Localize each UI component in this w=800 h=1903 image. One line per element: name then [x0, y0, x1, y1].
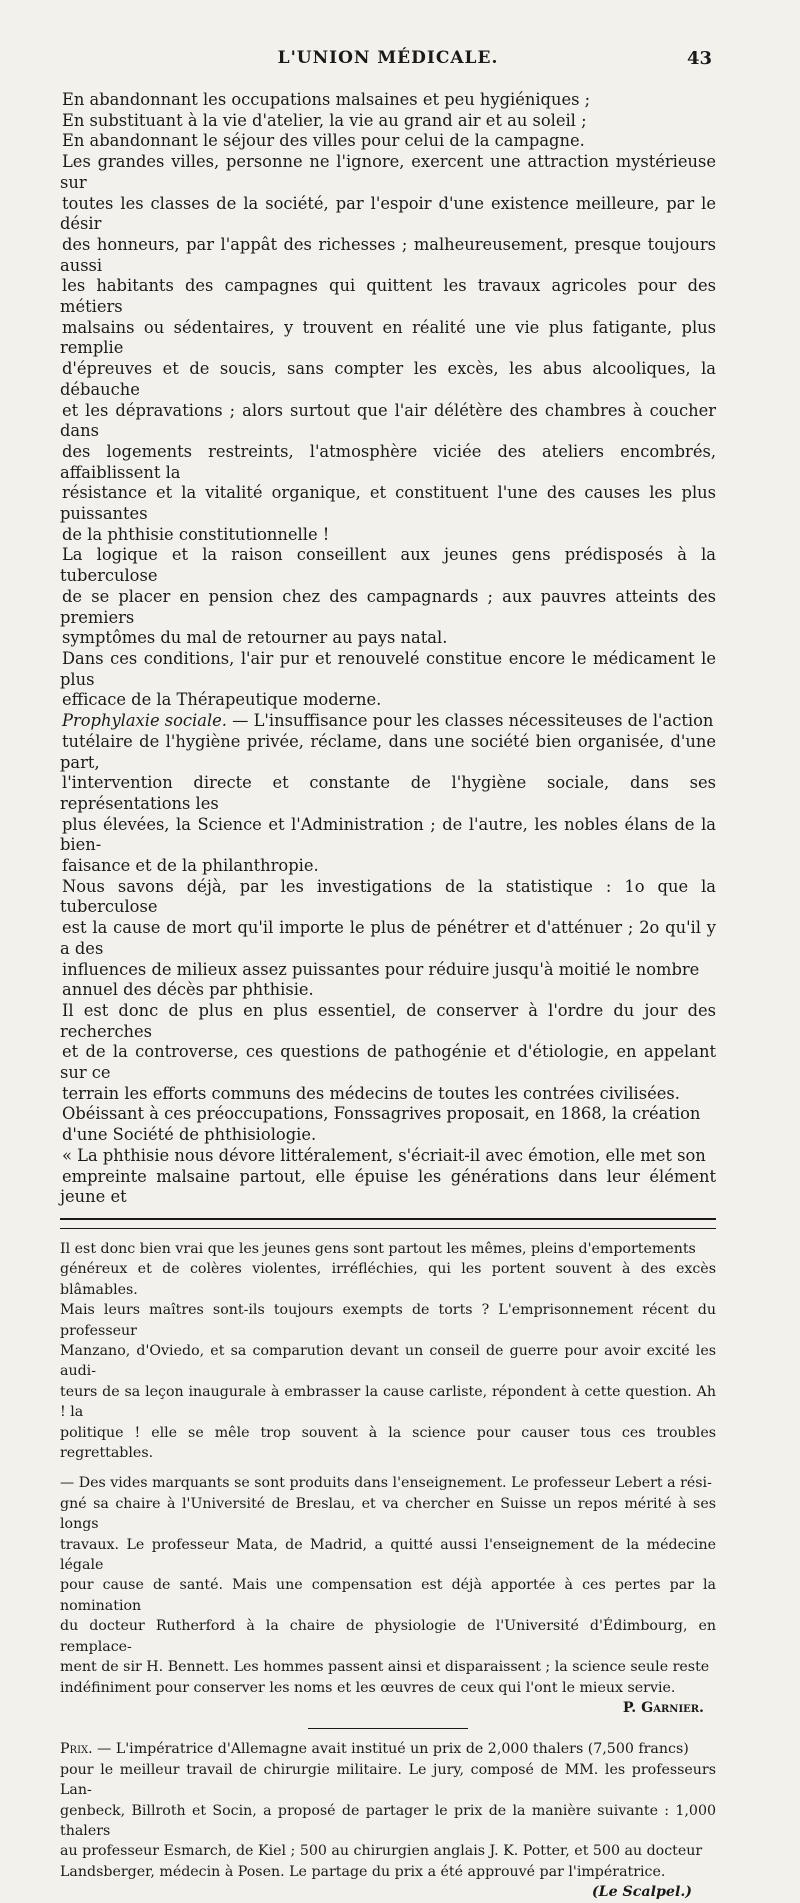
text-line: Obéissant à ces préoccupations, Fonssagrives proposait, en 1868, la création: [62, 1104, 701, 1124]
chronicle-notes: [60, 1239, 716, 1903]
body-paragraph: [60, 1001, 716, 1105]
text-line: d'une Société de phthisiologie.: [62, 1125, 317, 1145]
text-line: l'intervention directe et constante de l'hygiène sociale, dans ses représentations les: [60, 773, 716, 813]
note-line: Mais leurs maîtres sont-ils toujours exempts de torts ? L'emprisonnement récent du professeur: [60, 1302, 716, 1339]
text-line: des logements restreints, l'atmosphère viciée des ateliers encombrés, affaiblissent la: [60, 441, 716, 482]
text-line: et les dépravations ; alors surtout que l'air délétère des chambres à coucher dans: [60, 400, 716, 441]
text-line: Nous savons déjà, par les investigations de la statistique : 1o que la tuberculose: [60, 876, 716, 917]
text-line: et de la controverse, ces questions de pathogénie et d'étiologie, en appelant sur ce: [60, 1042, 716, 1083]
text-line: d'épreuves et de soucis, sans compter les excès, les abus alcooliques, la débauche: [60, 359, 716, 399]
text-line: annuel des décès par phthisie.: [62, 980, 314, 1000]
text-line: est la cause de mort qu'il importe le plus de pénétrer et d'atténuer ; 2o qu'il y a des: [60, 918, 716, 958]
text-line: En substituant à la vie d'atelier, la vie au grand air et au soleil ;: [62, 110, 587, 130]
text-line: des honneurs, par l'appât des richesses ; malheureusement, presque toujours aussi: [60, 234, 716, 275]
running-head: [60, 40, 716, 76]
body-paragraph: [60, 711, 716, 877]
body-paragraph: [60, 877, 716, 1001]
text-line: La logique et la raison conseillent aux jeunes gens prédisposés à la tuberculose: [60, 545, 716, 586]
note-paragraph-1: [60, 1239, 716, 1463]
text-line: les habitants des campagnes qui quittent les travaux agricoles pour des métiers: [60, 276, 716, 317]
text-line: toutes les classes de la société, par l'espoir d'une existence meilleure, par le désir: [60, 193, 716, 234]
text-line: Dans ces conditions, l'air pur et renouvelé constitue encore le médicament le plus: [60, 648, 716, 689]
short-divider: [308, 1728, 468, 1729]
journal-title: L'UNION MÉDICALE.: [277, 48, 499, 68]
prix-label: Prix.: [60, 1741, 93, 1758]
text-line: plus élevées, la Science et l'Administration ; de l'autre, les nobles élans de la bien-: [60, 814, 716, 855]
text-line: terrain les efforts communs des médecins de toutes les contrées civilisées.: [62, 1083, 680, 1103]
prix-line: genbeck, Billroth et Socin, a proposé de partager le prix de la manière suivante : 1,000 thalers: [60, 1802, 716, 1839]
note-paragraph-2: [60, 1473, 716, 1697]
note-line: gné sa chaire à l'Université de Breslau, et va chercher en Suisse un repos mérité à ses longs: [60, 1495, 716, 1533]
footnote-separator-rule: [60, 1218, 716, 1220]
prix-line: Landsberger, médecin à Posen. Le partage du prix a été approuvé par l'impératrice.: [60, 1863, 666, 1880]
note-line: Il est donc bien vrai que les jeunes gens sont partout les mêmes, pleins d'emportements: [60, 1240, 696, 1257]
body-paragraph: [60, 1104, 716, 1145]
text-line: influences de milieux assez puissantes pour réduire jusqu'à moitié le nombre: [62, 959, 700, 979]
text-line: Il est donc de plus en plus essentiel, de conserver à l'ordre du jour des recherches: [60, 1000, 716, 1041]
text-line: efficace de la Thérapeutique moderne.: [62, 690, 382, 710]
text-line: malsains ou sédentaires, y trouvent en réalité une vie plus fatigante, plus remplie: [60, 317, 716, 358]
note-line: ment de sir H. Bennett. Les hommes passent ainsi et disparaissent ; la science seule reste: [60, 1659, 710, 1676]
body-paragraph: [60, 545, 716, 649]
main-text: [60, 90, 716, 1208]
text-line: résistance et la vitalité organique, et constituent l'une des causes les plus puissantes: [60, 483, 716, 524]
note-line: généreux et de colères violentes, irréfléchies, qui les portent souvent à des excès blâmables.: [60, 1261, 716, 1298]
prix-line: pour le meilleur travail de chirurgie militaire. Le jury, composé de MM. les professeurs Lan-: [60, 1761, 716, 1799]
note-line: du docteur Rutherford à la chaire de physiologie de l'Université d'Édimbourg, en remplace-: [60, 1618, 716, 1655]
note-line: — Des vides marquants se sont produits dans l'enseignement. Le professeur Lebert a rési-: [60, 1475, 712, 1492]
journal-page: [60, 40, 716, 1903]
body-paragraph: [60, 90, 716, 152]
footnote-separator-rule-thin: [60, 1228, 716, 1229]
note-line: politique ! elle se mêle trop souvent à la science pour causer tous ces troubles regrettables.: [60, 1424, 716, 1462]
text-line: faisance et de la philanthropie.: [62, 856, 319, 876]
prix-line: au professeur Esmarch, de Kiel ; 500 au chirurgien anglais J. K. Potter, et 500 au docteur: [60, 1843, 703, 1860]
page-number: 43: [686, 48, 712, 69]
prix-line: — L'impératrice d'Allemagne avait institué un prix de 2,000 thalers (7,500 francs): [92, 1741, 689, 1758]
note-line: Manzano, d'Oviedo, et sa comparution devant un conseil de guerre pour avoir excité les audi-: [60, 1343, 716, 1380]
body-paragraph: [60, 649, 716, 711]
text-line: empreinte malsaine partout, elle épuise les générations dans leur élément jeune et: [60, 1166, 716, 1207]
body-paragraph: [60, 1146, 716, 1208]
source-citation: (Le Scalpel.): [591, 1884, 692, 1901]
text-line: Les grandes villes, personne ne l'ignore, exercent une attraction mystérieuse sur: [60, 152, 716, 192]
note-line: travaux. Le professeur Mata, de Madrid, a quitté aussi l'enseignement de la médecine légale: [60, 1536, 716, 1574]
prix-paragraph: [60, 1739, 716, 1882]
text-line: En abandonnant les occupations malsaines et peu hygiéniques ;: [62, 90, 591, 109]
text-line: de se placer en pension chez des campagnards ; aux pauvres atteints des premiers: [60, 586, 716, 627]
note-line: teurs de sa leçon inaugurale à embrasser la cause carliste, répondent à cette question. Ah ! la: [60, 1383, 716, 1421]
text-line: « La phthisie nous dévore littéralement, s'écriait-il avec émotion, elle met son: [62, 1145, 706, 1165]
note-line: pour cause de santé. Mais une compensation est déjà apportée à ces pertes par la nomination: [60, 1577, 716, 1614]
body-paragraph: [60, 152, 716, 545]
signature: P. Garnier.: [622, 1699, 704, 1716]
note-line: indéfiniment pour conserver les noms et les œuvres de ceux qui l'ont le mieux servie.: [60, 1679, 676, 1696]
text-line: En abandonnant le séjour des villes pour celui de la campagne.: [62, 131, 585, 151]
text-line: tutélaire de l'hygiène privée, réclame, dans une société bien organisée, d'une part,: [60, 731, 716, 772]
text-line: de la phthisie constitutionnelle !: [62, 524, 330, 544]
text-line: Prophylaxie sociale. — L'insuffisance pour les classes nécessiteuses de l'action: [62, 711, 714, 731]
text-line: symptômes du mal de retourner au pays natal.: [62, 628, 448, 648]
